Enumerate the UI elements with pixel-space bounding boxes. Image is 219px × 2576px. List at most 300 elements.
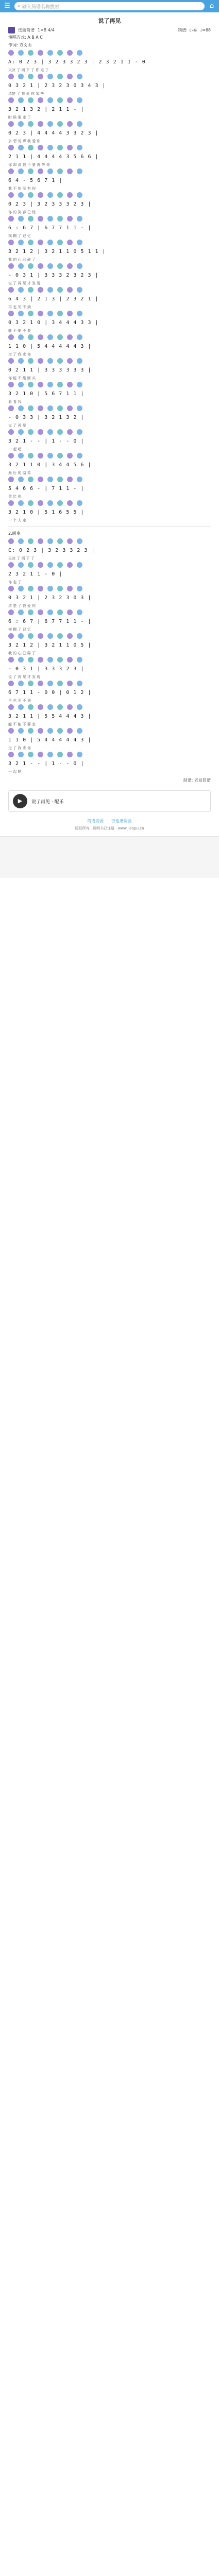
character-figure-icon (8, 562, 14, 568)
play-icon[interactable]: ▶ (13, 794, 27, 808)
character-figure-icon (28, 429, 33, 435)
character-figure-icon (57, 97, 63, 103)
character-figure-icon (47, 216, 53, 222)
character-figure-icon (47, 358, 53, 364)
lyric-line: 天凉 了 雨 下 了 (8, 556, 35, 561)
character-figure-icon (67, 429, 73, 435)
character-figure-icon (47, 728, 53, 734)
character-figure-icon (38, 657, 43, 663)
character-figure-icon (18, 453, 24, 459)
figure-row (8, 168, 211, 175)
character-figure-icon (77, 287, 82, 293)
character-figure-icon (18, 358, 24, 364)
character-figure-icon (67, 240, 73, 245)
character-figure-icon (8, 728, 14, 734)
character-figure-icon (47, 704, 53, 710)
character-figure-icon (8, 121, 14, 127)
score-line: 6 : 6 7 | 6 7 7 1 1 - | (8, 225, 92, 231)
score-line: 3 2 1 0 | 5 6 7 1 1 | (8, 391, 85, 397)
character-figure-icon (18, 562, 24, 568)
character-figure-icon (67, 382, 73, 387)
arranger-credit: 制谱: 老鼠简谱 (183, 778, 211, 783)
character-figure-icon (18, 500, 24, 506)
character-figure-icon (67, 562, 73, 568)
character-figure-icon (77, 50, 82, 56)
character-figure-icon (38, 358, 43, 364)
lyric-line: 你 能 不 能 回 头 (8, 376, 36, 380)
character-figure-icon (77, 216, 82, 222)
character-figure-icon (77, 633, 82, 639)
bottom-links (0, 818, 219, 824)
character-figure-icon (77, 500, 82, 506)
character-figure-icon (77, 586, 82, 591)
character-figure-icon (67, 586, 73, 591)
character-figure-icon (8, 240, 14, 245)
character-figure-icon (28, 633, 33, 639)
character-figure-icon (8, 586, 14, 591)
figure-row (8, 121, 211, 127)
character-figure-icon (8, 192, 14, 198)
page-title: 说了再见 (98, 18, 121, 24)
figure-row (8, 477, 211, 483)
lyric-line: 你 走 了 (8, 580, 22, 584)
character-figure-icon (57, 145, 63, 150)
figure-row (8, 609, 211, 616)
character-figure-icon (18, 216, 24, 222)
character-figure-icon (47, 74, 53, 79)
home-icon[interactable]: ⌂ (209, 2, 214, 10)
lyric-line: 再 也 见 不 到 (8, 305, 31, 309)
character-figure-icon (38, 50, 43, 56)
character-figure-icon (57, 311, 63, 316)
character-figure-icon (28, 74, 33, 79)
score-line: 0 3 2 1 0 | 3 4 4 4 3 3 | (8, 320, 99, 326)
character-figure-icon (47, 657, 53, 663)
score-line: 5 4 6 6 - | 7 1 1 - | (8, 486, 85, 492)
figure-row (8, 192, 211, 198)
character-figure-icon (18, 477, 24, 482)
character-figure-icon (77, 728, 82, 734)
character-figure-icon (77, 429, 82, 435)
lyric-line: 留 给 你 (8, 495, 22, 499)
character-figure-icon (28, 500, 33, 506)
character-figure-icon (67, 681, 73, 686)
score-line: - 0 3 1 | 3 3 3 2 3 2 3 | (8, 273, 99, 278)
character-figure-icon (57, 382, 63, 387)
link-guitar[interactable]: 吉他谱资源 (111, 819, 132, 823)
character-figure-icon (67, 538, 73, 544)
lyric-line: 一 起 吧 (8, 447, 22, 451)
character-figure-icon (57, 538, 63, 544)
character-figure-icon (8, 405, 14, 411)
character-figure-icon (18, 657, 24, 663)
character-figure-icon (18, 145, 24, 150)
character-figure-icon (47, 263, 53, 269)
lyric-line: 再 也 见 不 到 (8, 699, 31, 703)
character-figure-icon (8, 453, 14, 459)
player-song-title: 说了再见 · 配乐 (31, 799, 64, 805)
character-figure-icon (8, 609, 14, 615)
meta-right (178, 27, 211, 33)
score-line: 3 2 1 1 | 5 5 4 4 4 3 | (8, 714, 92, 719)
character-figure-icon (28, 704, 33, 710)
character-figure-icon (38, 586, 43, 591)
character-figure-icon (47, 121, 53, 127)
score-line: 3 2 1 3 2 | 2 1 1 - | (8, 107, 85, 112)
lyric-line: 说 了 再 见 才 发 现 (8, 675, 41, 679)
character-figure-icon (38, 263, 43, 269)
character-figure-icon (47, 562, 53, 568)
character-figure-icon (57, 74, 63, 79)
character-figure-icon (28, 168, 33, 174)
figure-row (8, 334, 211, 341)
character-figure-icon (28, 240, 33, 245)
score-line: 3 2 1 - - | 1 - - 0 | (8, 438, 85, 444)
lyric-line: 模 糊 了 记 忆 (8, 628, 31, 632)
character-figure-icon (77, 240, 82, 245)
lyric-line: 我 不 怕 没 有 你 (8, 187, 36, 191)
score-line: 6 4 - 5 6 7 1 | (8, 178, 63, 183)
score-line: 0 3 2 1 | 2 3 2 3 0 3 | (8, 595, 92, 601)
score-line: 0 2 1 1 | 3 3 3 3 3 3 | (8, 367, 92, 373)
character-figure-icon (67, 287, 73, 293)
character-figure-icon (57, 609, 63, 615)
figure-row (8, 74, 211, 80)
character-figure-icon (57, 728, 63, 734)
page-tail (0, 836, 219, 878)
character-figure-icon (57, 453, 63, 459)
character-figure-icon (47, 168, 53, 174)
character-figure-icon (67, 728, 73, 734)
character-figure-icon (38, 168, 43, 174)
character-figure-icon (67, 633, 73, 639)
character-figure-icon (8, 382, 14, 387)
character-figure-icon (67, 704, 73, 710)
figure-row (8, 382, 211, 388)
character-figure-icon (77, 74, 82, 79)
character-figure-icon (67, 752, 73, 757)
lyric-line: 一 起 吧 (8, 770, 22, 774)
character-figure-icon (77, 538, 82, 544)
character-figure-icon (67, 74, 73, 79)
score-line: 3 2 1 - - | 1 - - 0 | (8, 761, 85, 767)
character-figure-icon (18, 405, 24, 411)
character-figure-icon (77, 334, 82, 340)
score-line: 6 : 6 7 | 6 7 7 1 1 - | (8, 619, 92, 624)
character-figure-icon (57, 681, 63, 686)
character-figure-icon (77, 657, 82, 663)
figure-row (8, 216, 211, 222)
character-figure-icon (67, 263, 73, 269)
character-figure-icon (57, 263, 63, 269)
character-figure-icon (18, 192, 24, 198)
character-figure-icon (47, 50, 53, 56)
figure-row (8, 704, 211, 710)
character-figure-icon (8, 263, 14, 269)
character-figure-icon (47, 287, 53, 293)
lyric-line: 多 想 说 声 我 爱 你 (8, 139, 41, 143)
character-figure-icon (8, 358, 14, 364)
score-line: 3 2 1 2 | 3 2 1 1 0 5 | (8, 642, 92, 648)
figure-row (8, 453, 211, 459)
character-figure-icon (47, 311, 53, 316)
score-line: 0 3 2 1 | 2 3 2 3 0 3 4 3 | (8, 83, 106, 89)
character-figure-icon (47, 382, 53, 387)
character-figure-icon (47, 633, 53, 639)
character-figure-icon (67, 334, 73, 340)
character-figure-icon (18, 263, 24, 269)
character-figure-icon (67, 168, 73, 174)
character-figure-icon (8, 657, 14, 663)
character-figure-icon (8, 97, 14, 103)
character-figure-icon (28, 562, 33, 568)
figure-row (8, 405, 211, 412)
character-figure-icon (28, 728, 33, 734)
score-section-2 (0, 538, 219, 774)
score-line: 2 3 2 1 1 - 0 | (8, 571, 63, 577)
character-figure-icon (38, 240, 43, 245)
lyric-line: 模 糊 了 记 忆 (8, 234, 31, 238)
character-figure-icon (67, 145, 73, 150)
character-figure-icon (18, 609, 24, 615)
character-figure-icon (28, 263, 33, 269)
character-figure-icon (28, 97, 33, 103)
lyric-line: 我 的 心 已 碎 了 (8, 651, 36, 655)
character-figure-icon (18, 311, 24, 316)
character-figure-icon (57, 657, 63, 663)
character-figure-icon (38, 216, 43, 222)
character-figure-icon (28, 358, 33, 364)
character-figure-icon (18, 50, 24, 56)
character-figure-icon (8, 287, 14, 293)
character-figure-icon (67, 358, 73, 364)
character-figure-icon (57, 477, 63, 482)
character-figure-icon (47, 334, 53, 340)
character-figure-icon (28, 145, 33, 150)
character-figure-icon (38, 382, 43, 387)
lyric-line: 走 了 我 求 你 (8, 352, 31, 357)
character-figure-icon (28, 334, 33, 340)
character-figure-icon (57, 216, 63, 222)
character-figure-icon (18, 240, 24, 245)
character-figure-icon (47, 145, 53, 150)
character-figure-icon (77, 405, 82, 411)
maker: 制谱: 小易 (178, 28, 197, 32)
character-figure-icon (77, 263, 82, 269)
character-figure-icon (28, 752, 33, 757)
character-figure-icon (77, 477, 82, 482)
character-figure-icon (38, 477, 43, 482)
character-figure-icon (38, 405, 43, 411)
figure-row (8, 311, 211, 317)
lyric-line: 能 不 能 不 要 (8, 329, 31, 333)
character-figure-icon (8, 704, 14, 710)
link-jianpu[interactable]: 简谱资源 (87, 819, 104, 823)
character-figure-icon (38, 538, 43, 544)
character-figure-icon (67, 609, 73, 615)
lyric-line: 我 的 心 已 碎 了 (8, 258, 36, 262)
figure-row (8, 500, 211, 506)
figure-row (8, 586, 211, 592)
score-line: - 0 3 1 | 3 3 3 2 3 | (8, 666, 85, 672)
character-figure-icon (57, 358, 63, 364)
character-figure-icon (67, 216, 73, 222)
score-line: 3 2 1 0 | 5 1 6 5 5 | (8, 510, 85, 515)
character-figure-icon (8, 477, 14, 482)
character-figure-icon (77, 97, 82, 103)
character-figure-icon (28, 609, 33, 615)
character-figure-icon (67, 311, 73, 316)
score-line: 1 1 0 | 5 4 4 4 4 4 3 | (8, 737, 92, 743)
character-figure-icon (57, 240, 63, 245)
character-figure-icon (28, 192, 33, 198)
character-figure-icon (47, 586, 53, 591)
character-figure-icon (47, 192, 53, 198)
character-figure-icon (8, 538, 14, 544)
score-line: - 0 3 3 | 3 2 1 3 2 | (8, 415, 85, 420)
lyric-line: 你 的 笑 容 已 经 (8, 210, 36, 214)
score-line: A: 0 2 3 | 3 2 3 3 2 3 | 2 3 2 1 1 - 0 (8, 59, 146, 65)
menu-icon[interactable]: ☰ (4, 2, 10, 10)
score-line: 1 1 0 | 5 4 4 4 4 4 3 | (8, 344, 92, 349)
character-figure-icon (77, 192, 82, 198)
character-figure-icon (47, 752, 53, 757)
character-figure-icon (57, 586, 63, 591)
lyric-line: 清楚 了 我 爱 你 某 些 (8, 92, 44, 96)
character-figure-icon (18, 334, 24, 340)
character-figure-icon (77, 704, 82, 710)
character-figure-icon (8, 752, 14, 757)
character-figure-icon (77, 453, 82, 459)
score-line: 3 2 1 1 0 | 3 4 4 5 6 | (8, 462, 92, 468)
score-line: 6 7 1 1 - 0 0 | 0 1 2 | (8, 690, 92, 696)
character-figure-icon (28, 405, 33, 411)
character-figure-icon (18, 704, 24, 710)
character-figure-icon (77, 681, 82, 686)
figure-row (8, 728, 211, 734)
figure-row (8, 240, 211, 246)
character-figure-icon (67, 192, 73, 198)
figure-row (8, 633, 211, 639)
character-figure-icon (18, 728, 24, 734)
lyric-line: 一 个 人 走 (8, 518, 26, 522)
character-figure-icon (38, 562, 43, 568)
character-figure-icon (18, 681, 24, 686)
character-figure-icon (8, 145, 14, 150)
figure-row (8, 97, 211, 104)
score-line: 6 4 3 | 2 1 3 | 2 3 2 1 | (8, 296, 99, 302)
search-icon: ⌕ (18, 4, 21, 9)
score-line: 2 1 1 | 4 4 4 4 3 5 6 6 | (8, 154, 99, 160)
character-figure-icon (8, 216, 14, 222)
character-figure-icon (8, 429, 14, 435)
score-section-1 (0, 50, 219, 523)
character-figure-icon (77, 168, 82, 174)
lyric-line: 看 看 我 (8, 400, 22, 404)
character-figure-icon (28, 681, 33, 686)
figure-row (8, 538, 211, 545)
search-input[interactable] (14, 2, 205, 10)
lyric-line: 走 了 我 求 你 (8, 746, 31, 750)
character-figure-icon (18, 752, 24, 757)
character-figure-icon (18, 74, 24, 79)
character-figure-icon (47, 500, 53, 506)
character-figure-icon (28, 657, 33, 663)
character-figure-icon (38, 500, 43, 506)
character-figure-icon (77, 609, 82, 615)
character-figure-icon (57, 334, 63, 340)
character-figure-icon (8, 500, 14, 506)
character-figure-icon (28, 311, 33, 316)
character-figure-icon (77, 145, 82, 150)
character-figure-icon (57, 287, 63, 293)
character-figure-icon (38, 192, 43, 198)
character-figure-icon (57, 168, 63, 174)
character-figure-icon (18, 382, 24, 387)
character-figure-icon (57, 500, 63, 506)
character-figure-icon (47, 97, 53, 103)
character-figure-icon (38, 287, 43, 293)
character-figure-icon (38, 145, 43, 150)
character-figure-icon (28, 121, 33, 127)
character-figure-icon (18, 538, 24, 544)
figure-row (8, 562, 211, 568)
character-figure-icon (57, 633, 63, 639)
character-figure-icon (38, 429, 43, 435)
character-figure-icon (8, 168, 14, 174)
lyric-line: 清 楚 了 我 爱 你 (8, 604, 36, 608)
avatar (8, 27, 15, 33)
character-figure-icon (38, 121, 43, 127)
divider (8, 526, 211, 527)
character-figure-icon (18, 168, 24, 174)
character-figure-icon (18, 97, 24, 103)
character-figure-icon (8, 681, 14, 686)
character-figure-icon (28, 287, 33, 293)
character-figure-icon (77, 311, 82, 316)
figure-row (8, 263, 211, 269)
character-figure-icon (18, 287, 24, 293)
character-figure-icon (47, 405, 53, 411)
figure-row (8, 429, 211, 435)
character-figure-icon (77, 382, 82, 387)
character-figure-icon (28, 453, 33, 459)
character-figure-icon (38, 97, 43, 103)
character-figure-icon (18, 121, 24, 127)
figure-row (8, 358, 211, 364)
search-placeholder: 输入简谱名称搜索 (22, 4, 60, 10)
character-figure-icon (67, 121, 73, 127)
character-figure-icon (8, 50, 14, 56)
character-figure-icon (38, 704, 43, 710)
figure-row (8, 50, 211, 56)
figure-row (8, 752, 211, 758)
character-figure-icon (77, 121, 82, 127)
figure-row (8, 681, 211, 687)
meta-left (8, 27, 55, 33)
character-figure-icon (38, 74, 43, 79)
character-figure-icon (38, 728, 43, 734)
character-figure-icon (47, 477, 53, 482)
character-figure-icon (57, 192, 63, 198)
score-line: C: 0 2 3 | 3 2 3 3 2 3 | (8, 548, 95, 553)
composer: 选曲简谱 (18, 28, 35, 32)
character-figure-icon (57, 50, 63, 56)
character-figure-icon (57, 405, 63, 411)
character-figure-icon (47, 681, 53, 686)
character-figure-icon (28, 50, 33, 56)
audio-player[interactable] (8, 790, 211, 812)
